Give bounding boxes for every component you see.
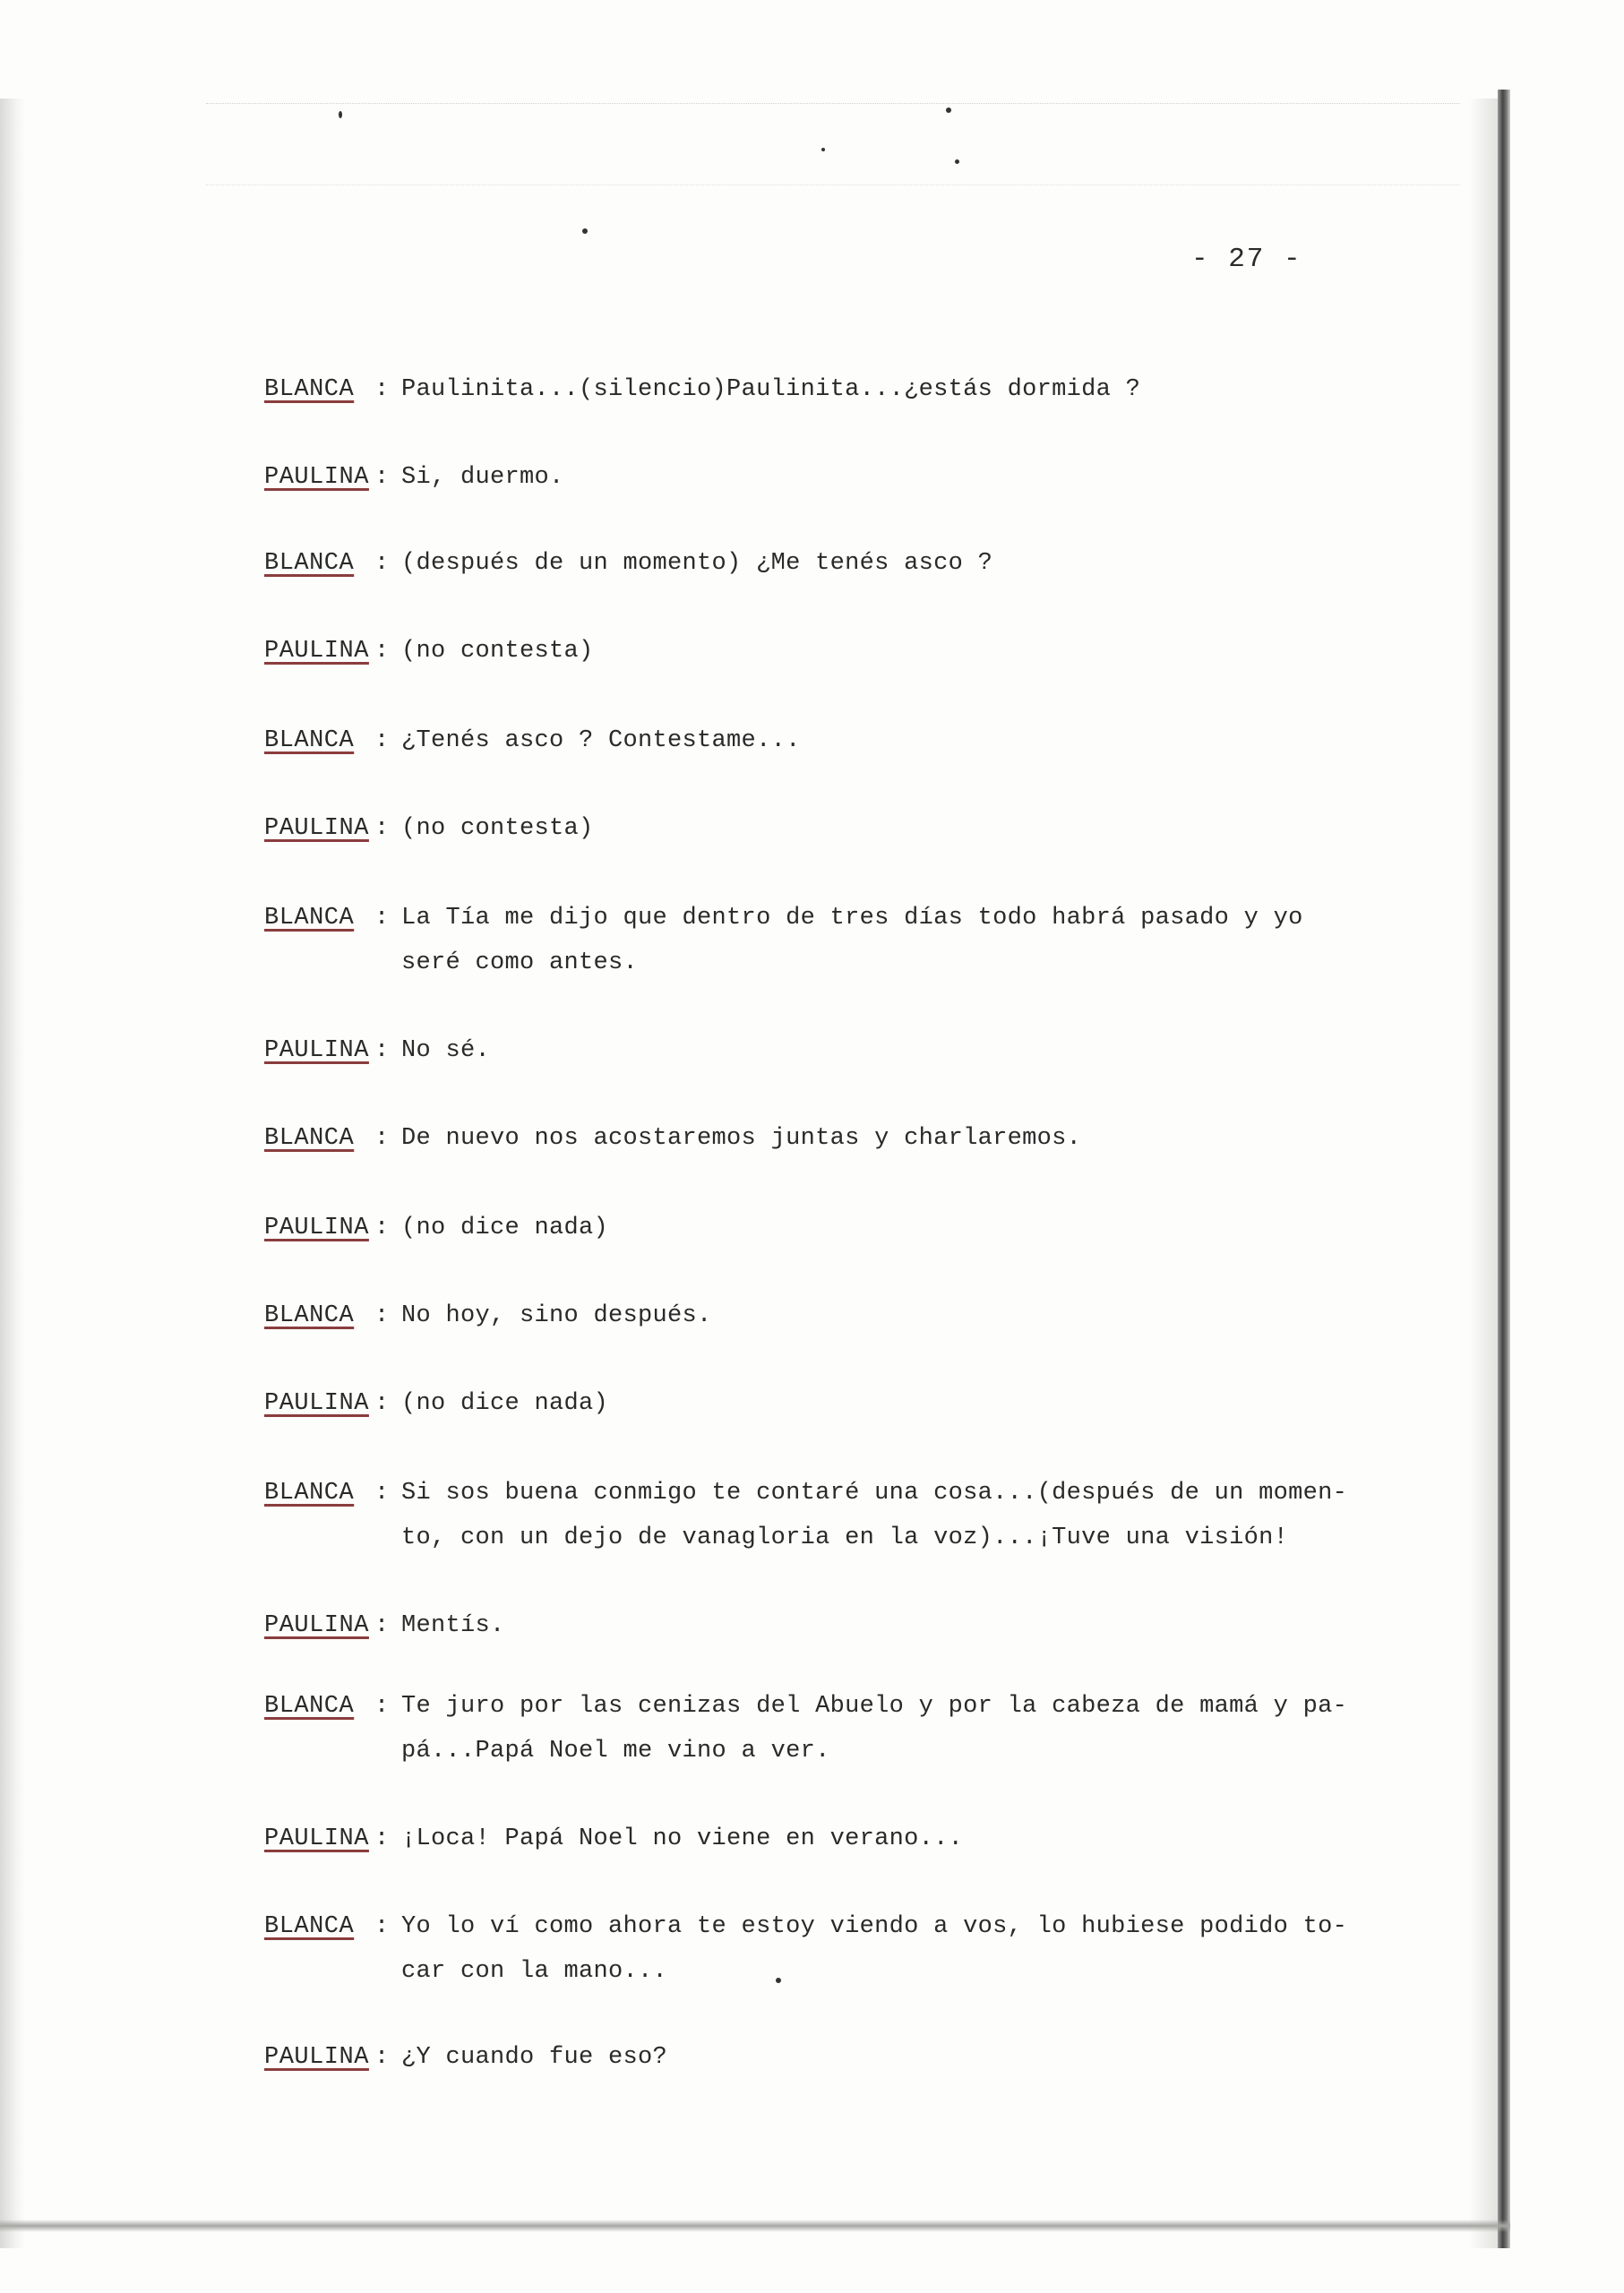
dialogue-continuation (0, 1738, 1469, 1773)
dialogue-text: Te juro por las cenizas del Abuelo y por la cabeza de mamá y pa- (401, 1693, 1348, 1720)
speaker-name: PAULINA (264, 464, 369, 491)
dialogue-text: Mentís. (401, 1612, 505, 1639)
ink-speck (955, 159, 959, 164)
dialogue-text: (después de un momento) ¿Me tenés asco ? (401, 550, 993, 577)
dialogue-text: seré como antes. (401, 949, 639, 976)
dialogue-text: to, con un dejo de vanagloria en la voz)...¡Tuve una visión! (401, 1524, 1289, 1551)
dialogue-continuation (0, 1958, 1469, 1994)
speaker-name: PAULINA (264, 1215, 369, 1241)
speaker-colon: : (374, 1693, 390, 1720)
dialogue-text: Yo lo ví como ahora te estoy viendo a vos, lo hubiese podido to- (401, 1913, 1348, 1940)
speaker-colon: : (374, 550, 390, 577)
speaker-name: PAULINA (264, 815, 369, 842)
scan-edge-right (1498, 90, 1510, 2248)
speaker-colon: : (374, 727, 390, 754)
speaker-colon: : (374, 1825, 390, 1852)
dialogue-line (0, 376, 1469, 412)
dialogue-line (0, 1037, 1469, 1073)
dialogue-line (0, 905, 1469, 940)
dialogue-text: No hoy, sino después. (401, 1302, 712, 1329)
speaker-colon: : (374, 1037, 390, 1064)
dialogue-line (0, 1125, 1469, 1161)
speaker-colon: : (374, 1913, 390, 1940)
speaker-colon: : (374, 1215, 390, 1241)
dialogue-line (0, 1302, 1469, 1338)
speaker-name: BLANCA (264, 376, 355, 403)
speaker-colon: : (374, 1390, 390, 1417)
speaker-name: BLANCA (264, 905, 355, 932)
dialogue-text: Paulinita...(silencio)Paulinita...¿estás dormida ? (401, 376, 1141, 403)
speaker-name: PAULINA (264, 1037, 369, 1064)
speaker-name: BLANCA (264, 550, 355, 577)
dialogue-text: Si sos buena conmigo te contaré una cosa...(después de un momen- (401, 1480, 1348, 1507)
ink-speck (821, 148, 825, 151)
dialogue-text: (no dice nada) (401, 1215, 609, 1241)
dialogue-line (0, 464, 1469, 500)
scan-noise-top (206, 103, 1460, 185)
dialogue-text: No sé. (401, 1037, 491, 1064)
dialogue-text: (no dice nada) (401, 1390, 609, 1417)
dialogue-line (0, 1215, 1469, 1250)
speaker-colon: : (374, 2044, 390, 2071)
speaker-name: PAULINA (264, 1612, 369, 1639)
dialogue-text: (no contesta) (401, 638, 594, 665)
speaker-name: BLANCA (264, 1302, 355, 1329)
ink-speck (339, 111, 342, 118)
dialogue-line (0, 1612, 1469, 1648)
speaker-colon: : (374, 464, 390, 491)
ink-speck (582, 228, 588, 234)
speaker-colon: : (374, 638, 390, 665)
speaker-colon: : (374, 1125, 390, 1152)
speaker-colon: : (374, 1302, 390, 1329)
dialogue-continuation (0, 1524, 1469, 1560)
dialogue-line (0, 2044, 1469, 2080)
speaker-name: BLANCA (264, 1125, 355, 1152)
speaker-name: BLANCA (264, 727, 355, 754)
speaker-name: PAULINA (264, 1390, 369, 1417)
dialogue-text: ¿Tenés asco ? Contestame... (401, 727, 801, 754)
speaker-name: BLANCA (264, 1913, 355, 1940)
speaker-colon: : (374, 815, 390, 842)
dialogue-line (0, 1480, 1469, 1516)
dialogue-text: pá...Papá Noel me vino a ver. (401, 1738, 830, 1765)
dialogue-line (0, 1913, 1469, 1949)
dialogue-text: ¿Y cuando fue eso? (401, 2044, 668, 2071)
speaker-name: PAULINA (264, 2044, 369, 2071)
speaker-colon: : (374, 376, 390, 403)
dialogue-text: ¡Loca! Papá Noel no viene en verano... (401, 1825, 964, 1852)
dialogue-line (0, 727, 1469, 763)
speaker-name: PAULINA (264, 1825, 369, 1852)
dialogue-text: La Tía me dijo que dentro de tres días todo habrá pasado y yo (401, 905, 1303, 932)
scan-shade-right (1469, 99, 1498, 2248)
speaker-colon: : (374, 1612, 390, 1639)
dialogue-line (0, 550, 1469, 586)
dialogue-text: car con la mano... (401, 1958, 668, 1985)
dialogue-line (0, 1825, 1469, 1861)
scan-edge-bottom (0, 2220, 1510, 2232)
speaker-colon: : (374, 905, 390, 932)
ink-speck (946, 107, 951, 113)
dialogue-line (0, 1693, 1469, 1729)
dialogue-line (0, 638, 1469, 674)
speaker-name: BLANCA (264, 1693, 355, 1720)
speaker-colon: : (374, 1480, 390, 1507)
speaker-name: PAULINA (264, 638, 369, 665)
dialogue-text: De nuevo nos acostaremos juntas y charlaremos. (401, 1125, 1082, 1152)
dialogue-text: Si, duermo. (401, 464, 564, 491)
dialogue-line (0, 815, 1469, 851)
page-number: - 27 - (1191, 244, 1302, 275)
speaker-name: BLANCA (264, 1480, 355, 1507)
dialogue-text: (no contesta) (401, 815, 594, 842)
dialogue-line (0, 1390, 1469, 1426)
dialogue-continuation (0, 949, 1469, 985)
